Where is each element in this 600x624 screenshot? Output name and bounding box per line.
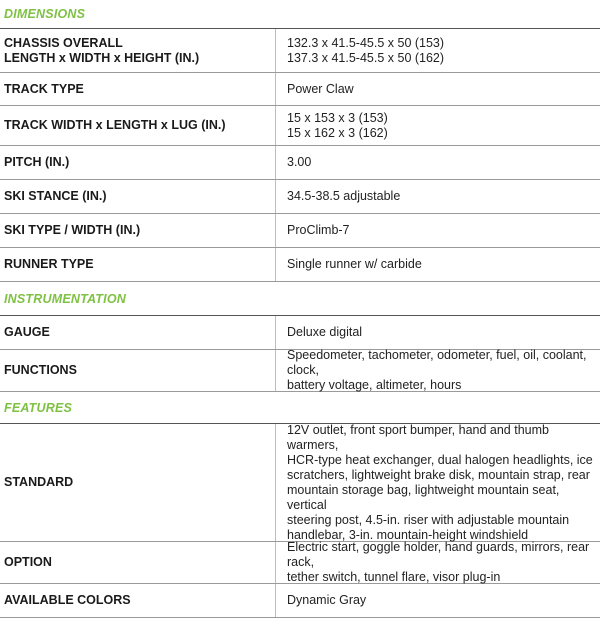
value-line: 12V outlet, front sport bumper, hand and thumb warmers,	[287, 422, 549, 452]
value-line: Power Claw	[287, 81, 354, 96]
label-line: STANDARD	[4, 475, 74, 489]
value-line: Dynamic Gray	[287, 593, 367, 607]
value-line: 132.3 x 41.5-45.5 x 50 (153)	[287, 35, 445, 50]
label-line: RUNNER TYPE	[4, 257, 94, 271]
spec-label	[0, 106, 276, 145]
spec-label	[0, 214, 276, 247]
value-line: 3.00	[287, 155, 312, 169]
value-line: 137.3 x 41.5-45.5 x 50 (162)	[287, 50, 445, 65]
value-line: ProClimb-7	[287, 223, 350, 237]
section-title: DIMENSIONS	[4, 7, 86, 21]
spec-value	[276, 593, 600, 608]
spec-value	[276, 325, 600, 340]
spec-row-gauge	[0, 316, 600, 350]
label-line: SKI TYPE / WIDTH (IN.)	[4, 223, 141, 237]
spec-row-runner-type	[0, 248, 600, 282]
section-header-instrumentation	[0, 282, 600, 316]
label-line: CHASSIS OVERALL	[4, 35, 123, 50]
label-line: FUNCTIONS	[4, 363, 77, 377]
spec-label	[0, 316, 276, 349]
spec-value	[276, 348, 600, 393]
spec-label	[0, 73, 276, 105]
value-line: handlebar, 3-in. mountain-height windshield	[287, 527, 529, 542]
value-line: Electric start, goggle holder, hand guards, mirrors, rear rack,	[287, 540, 590, 569]
value-line: mountain storage bag, lightweight mountain seat, vertical	[287, 482, 560, 512]
spec-row-ski-stance	[0, 180, 600, 214]
spec-value	[276, 155, 600, 170]
spec-label	[0, 146, 276, 179]
spec-label	[0, 350, 276, 391]
spec-value	[276, 423, 600, 543]
value-line: 15 x 153 x 3 (153)	[287, 110, 388, 125]
label-line: AVAILABLE COLORS	[4, 593, 131, 607]
spec-row-ski-type	[0, 214, 600, 248]
label-line: LENGTH x WIDTH x HEIGHT (IN.)	[4, 50, 200, 65]
section-title: FEATURES	[4, 400, 73, 415]
spec-value	[276, 36, 600, 66]
section-header-features	[0, 392, 600, 424]
spec-row-option	[0, 542, 600, 584]
spec-label	[0, 424, 276, 541]
spec-label	[0, 584, 276, 617]
spec-value	[276, 82, 600, 97]
spec-row-pitch	[0, 146, 600, 180]
spec-row-standard	[0, 424, 600, 542]
spec-value	[276, 540, 600, 585]
value-line: Deluxe digital	[287, 325, 363, 339]
value-line: steering post, 4.5-in. riser with adjustable mountain	[287, 512, 570, 527]
spec-row-available-colors	[0, 584, 600, 618]
label-line: TRACK TYPE	[4, 81, 84, 96]
spec-value	[276, 223, 600, 238]
spec-row-functions	[0, 350, 600, 392]
spec-label	[0, 29, 276, 72]
value-line: 15 x 162 x 3 (162)	[287, 125, 388, 140]
value-line: 34.5-38.5 adjustable	[287, 189, 401, 203]
spec-label	[0, 180, 276, 213]
label-line: SKI STANCE (IN.)	[4, 189, 107, 203]
value-line: battery voltage, altimeter, hours	[287, 378, 462, 392]
section-title: INSTRUMENTATION	[4, 291, 126, 306]
value-line: HCR-type heat exchanger, dual halogen headlights, ice	[287, 452, 593, 467]
label-line: OPTION	[4, 555, 52, 569]
spec-row-track-type	[0, 73, 600, 106]
spec-value	[276, 111, 600, 141]
label-line: PITCH (IN.)	[4, 155, 70, 169]
spec-label	[0, 248, 276, 281]
value-line: Speedometer, tachometer, odometer, fuel, oil, coolant, clock,	[287, 348, 587, 377]
label-line: TRACK WIDTH x LENGTH x LUG (IN.)	[4, 118, 226, 132]
spec-row-chassis-overall	[0, 29, 600, 73]
spec-label	[0, 542, 276, 583]
label-line: GAUGE	[4, 325, 50, 339]
spec-row-track-dimensions	[0, 106, 600, 146]
value-line: Single runner w/ carbide	[287, 257, 422, 271]
section-header-dimensions	[0, 0, 600, 29]
value-line: scratchers, lightweight brake disk, mountain strap, rear	[287, 467, 590, 482]
spec-value	[276, 257, 600, 272]
spec-value	[276, 189, 600, 204]
value-line: tether switch, tunnel flare, visor plug-in	[287, 570, 501, 584]
